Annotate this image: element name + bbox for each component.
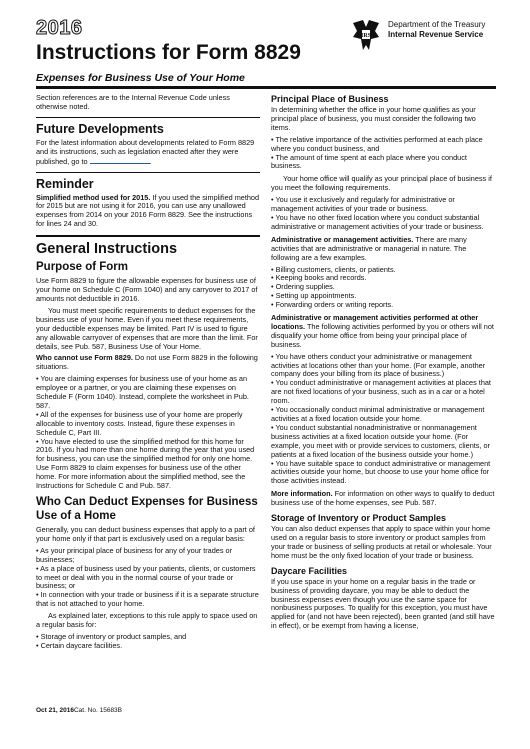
admin-activities-text [271,236,495,263]
right-column [271,94,495,634]
form-year [36,17,83,40]
list-item: • All of the expenses for business use of your home are properly allocable to inventory costs. Instead, figure these expenses in Schedule C, Part III. [36,409,243,437]
storage-text: You can also deduct expenses that apply to space within your home used on a regular basis to store inventory or product samples from your trade or business of selling products at retail or wholesale. Your home must be the only fixed location of your trade or business. [271,524,492,560]
future-developments-text: For the latest information about developments related to Form 8829 and its instructions, such as legislation enacted after they were published, go to . [36,137,255,166]
reminder-text [36,194,260,230]
who-cannot-bold: Who cannot use Form 8829. [36,353,133,363]
future-developments-heading: Future Developments [36,117,260,136]
list-item: • You have others conduct your administrative or management activities at locations other than your home. (For example, another company does your billing from its place of business.) [271,351,486,379]
list-item: • Billing customers, clients, or patients. [271,264,396,274]
admin-body: There are many activities that are administrative or managerial in nature. The following are a few examples. [271,234,467,262]
irs-link[interactable] [90,157,150,164]
list-item: • You have elected to use the simplified method for this home for 2016. If you had more than one home during the year that you used for business, you can use the simplified method for only one home. Use Form 8829 to claim expenses for business use of the other home. For more information about the simplified method, see the Instructions for Schedule C and Pub. 587. [36,436,255,491]
principal-place-heading: Principal Place of Business [271,94,389,104]
list-item: • You conduct administrative or management activities at places that are not fixed locations of your business, such as in a car or a hotel room. [271,378,491,406]
list-item: • Keeping books and records. [271,273,367,283]
other-bold: Administrative or management activities performed at other locations. [271,313,479,331]
list-item: • In connection with your trade or business if it is a separate structure that is not attached to your home. [36,590,259,609]
purpose-p1: Use Form 8829 to figure the allowable expenses for business use of your home on Schedule C (Form 1040) and any carryover to 2017 of amounts not deductible in 2016. [36,276,258,303]
purpose-heading: Purpose of Form [36,261,129,274]
who-cannot-body: Do not use Form 8829 in the following situations. [36,353,258,372]
who-can-p2: As explained later, exceptions to this rule apply to space used on a regular basis for: [36,611,258,630]
footer-date: Oct 21, 2016 [36,707,74,714]
other-body: The following activities performed by you or others will not disqualify your home office from being your principal place of business. [271,321,494,349]
list-item: • You have no other fixed location where you conduct substantial administrative or management activities of your trade or business. [271,212,484,231]
list-item: • Storage of inventory or product samples, and [36,631,187,641]
list-item: • You are claiming expenses for business use of your home as an employee or a partner, or you are claiming these expenses on Schedule F (Form 1040). Instead, complete the worksheet in Pub. 587. [36,374,249,410]
agency-irs: Internal Revenue Service [388,30,484,39]
who-cannot-text [36,354,260,372]
footer-catno: Cat. No. 15683B [73,707,123,714]
who-can-p1: Generally, you can deduct business expenses that apply to a part of your home only if that part is exclusively used on a regular basis: [36,525,255,543]
ppb-p2: Your home office will qualify as your principal place of business if you meet the following requirements. [271,174,492,193]
reminder-body: If you used the simplified method for 2015 but are not using it for 2016, you can use any unallowed expenses from 2014 on your 2016 Form 8829. See the instructions for lines 24 and 30. [36,192,260,229]
list-item: • As your principal place of business for any of your trades or businesses; [36,545,233,564]
list-item: • Setting up appointments. [271,291,357,301]
list-item: • The amount of time spent at each place where you conduct business. [271,152,467,171]
more-body: For information on other ways to qualify to deduct business use of the home expenses, see Pub. 587. [271,489,495,508]
list-item: • You occasionally conduct minimal administrative or management activities at a fixed location outside your home. [271,405,485,423]
list-item: • The relative importance of the activities performed at each place where you conduct business, and [271,134,483,153]
list-item: • You use it exclusively and regularly for administrative or management activities of your trade or business. [271,195,455,214]
agency-department: Department of the Treasury [388,20,486,29]
list-item: • As a place of business used by your patients, clients, or customers to meet or deal with you in the normal course of your trade or business; or [36,563,256,591]
footer [36,707,122,714]
daycare-text: If you use space in your home on a regular basis in the trade or business of providing daycare, you may be able to deduct the business expenses even though you use the same space for nonbusiness purposes. To qualify for this exception, you must have applied for (and not have been rejected), been granted (and still have in effect), or be exempt from having a license, [271,576,495,631]
list-item: • Forwarding orders or writing reports. [271,300,394,310]
ppb-p1: In determining whether the office in your home qualifies as your principal place of business, you must consider the following two items. [271,105,476,132]
list-item: • You conduct substantial nonadministrative or nonmanagement business activities at a fixed location outside your home. (For example, you meet with or provide services to customers, clients, or patients at a fixed location of the business outside your home.) [271,422,490,459]
intro-text: Section references are to the Internal Revenue Code unless otherwise noted. [36,93,230,111]
more-info-text [271,490,495,508]
admin-bold: Administrative or management activities. [271,234,414,244]
year-text: 2016 [36,17,83,39]
agency-block [388,20,485,40]
future-text: For the latest information about developments related to Form 8829 and its instructions, such as legislation enacted after they were published, go to [36,137,255,166]
page-title: Instructions for Form 8829 [36,41,301,64]
who-can-deduct-heading: Who Can Deduct Expenses for Business Use of a Home [36,496,258,522]
irs-eagle-logo-icon [349,17,383,53]
list-item: • Ordering supplies. [271,282,335,292]
left-column [36,94,260,651]
general-instructions-heading: General Instructions [36,235,260,257]
svg-text:IRS: IRS [360,33,372,39]
list-item: • You have suitable space to conduct administrative or management activities outside your home, but choose to use your home office for those activities instead. [271,458,491,486]
storage-heading: Storage of Inventory or Product Samples [271,513,447,524]
list-item: • Certain daycare facilities. [36,640,123,650]
daycare-heading: Daycare Facilities [271,565,348,576]
other-locations-text [271,314,495,350]
header-rule [36,86,496,89]
reminder-heading: Reminder [36,172,260,191]
page-subtitle: Expenses for Business Use of Your Home [36,72,245,84]
purpose-p2: You must meet specific requirements to deduct expenses for the business use of your home. Even if you meet these requirements, your deductible expenses may be limited. Part IV is used to figure any allowable carryover of expenses that are more than the limit. For details, see Pub. 587, Business Use of Your Home. [36,305,258,351]
reminder-bold: Simplified method used for 2015. [36,192,151,202]
more-bold: More information. [271,489,333,499]
